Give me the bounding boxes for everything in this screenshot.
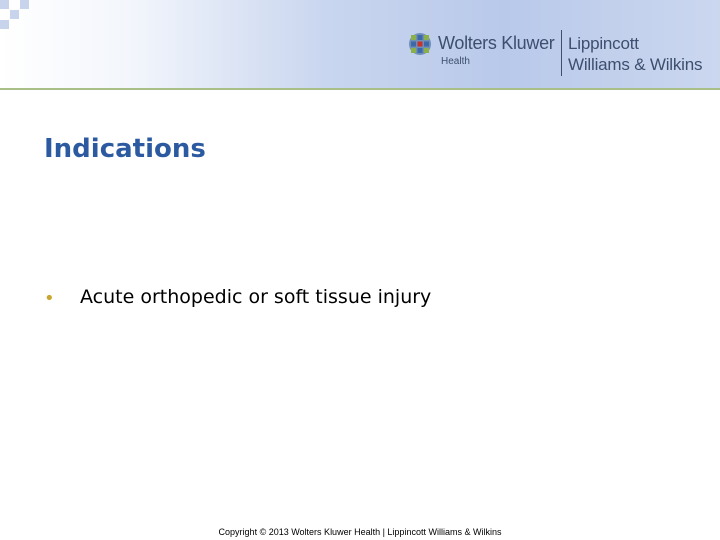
publisher-logos	[0, 0, 720, 88]
header-divider	[0, 88, 720, 90]
wolters-kluwer-wordmark: Wolters Kluwer	[438, 33, 555, 53]
logo-divider	[561, 30, 562, 76]
bullet-item	[44, 286, 431, 308]
copyright-footer: Copyright © 2013 Wolters Kluwer Health | Lippincott Williams & Wilkins	[218, 527, 502, 537]
wolters-kluwer-health-label: Health	[441, 56, 470, 67]
bullet-marker: •	[44, 288, 55, 309]
wolters-kluwer-logo-icon	[408, 32, 432, 56]
slide-title: Indications	[44, 134, 206, 164]
bullet-text: Acute orthopedic or soft tissue injury	[80, 286, 432, 308]
lww-wordmark-line2: Williams & Wilkins	[568, 55, 703, 74]
lww-wordmark-line1: Lippincott	[568, 34, 639, 53]
bullet-list	[44, 286, 431, 308]
